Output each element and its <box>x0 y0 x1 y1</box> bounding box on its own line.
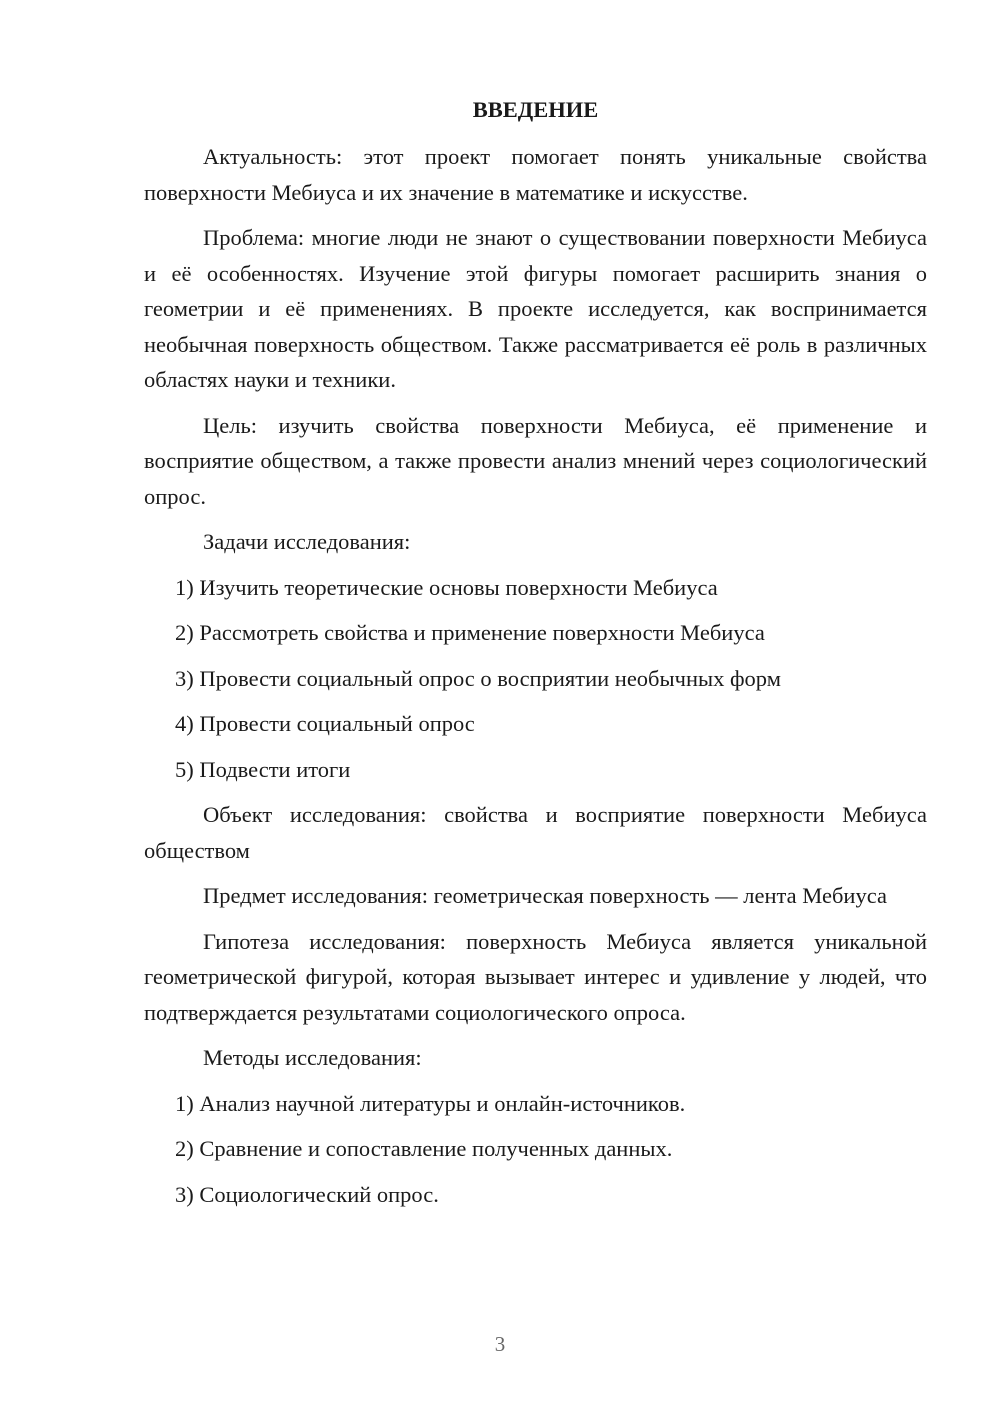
hypothesis-paragraph: Гипотеза исследования: поверхность Мебиуса является уникальной геометрической фигурой, которая вызывает интерес и удивление у людей, что подтверждается результатами социологического опроса. <box>144 928 927 1025</box>
tasks-heading: Задачи исследования: <box>203 529 411 554</box>
document-page <box>144 92 927 1222</box>
tasks-list <box>144 570 927 788</box>
list-item: 3) Провести социальный опрос о восприятии необычных форм <box>175 665 781 691</box>
list-item: 1) Анализ научной литературы и онлайн-источников. <box>175 1090 686 1116</box>
list-item: 1) Изучить теоретические основы поверхности Мебиуса <box>175 574 718 600</box>
problem-paragraph: Проблема: многие люди не знают о существовании поверхности Мебиуса и её особенностях. Изучение этой фигуры помогает расширить знания о геометрии и её применениях. В проекте исследуется, как воспринимается необычная поверхность обществом. Также рассматривается её роль в различных областях науки и техники. <box>144 225 927 392</box>
methods-heading: Методы исследования: <box>203 1045 422 1070</box>
page-number: 3 <box>494 1332 506 1356</box>
section-title: ВВЕДЕНИЕ <box>472 97 599 122</box>
subject-paragraph: Предмет исследования: геометрическая поверхность — лента Мебиуса <box>203 883 887 908</box>
list-item: 4) Провести социальный опрос <box>175 711 475 736</box>
methods-list <box>144 1086 927 1213</box>
list-item: 5) Подвести итоги <box>175 756 351 782</box>
relevance-paragraph: Актуальность: этот проект помогает понять уникальные свойства поверхности Мебиуса и их значение в математике и искусстве. <box>144 144 927 205</box>
list-item: 2) Рассмотреть свойства и применение поверхности Мебиуса <box>175 620 765 645</box>
goal-paragraph: Цель: изучить свойства поверхности Мебиуса, её применение и восприятие обществом, а также провести анализ мнений через социологический опрос. <box>144 412 927 509</box>
object-paragraph: Объект исследования: свойства и восприятие поверхности Мебиуса обществом <box>144 802 927 863</box>
list-item: 2) Сравнение и сопоставление полученных данных. <box>175 1136 673 1161</box>
list-item: 3) Социологический опрос. <box>175 1181 439 1207</box>
